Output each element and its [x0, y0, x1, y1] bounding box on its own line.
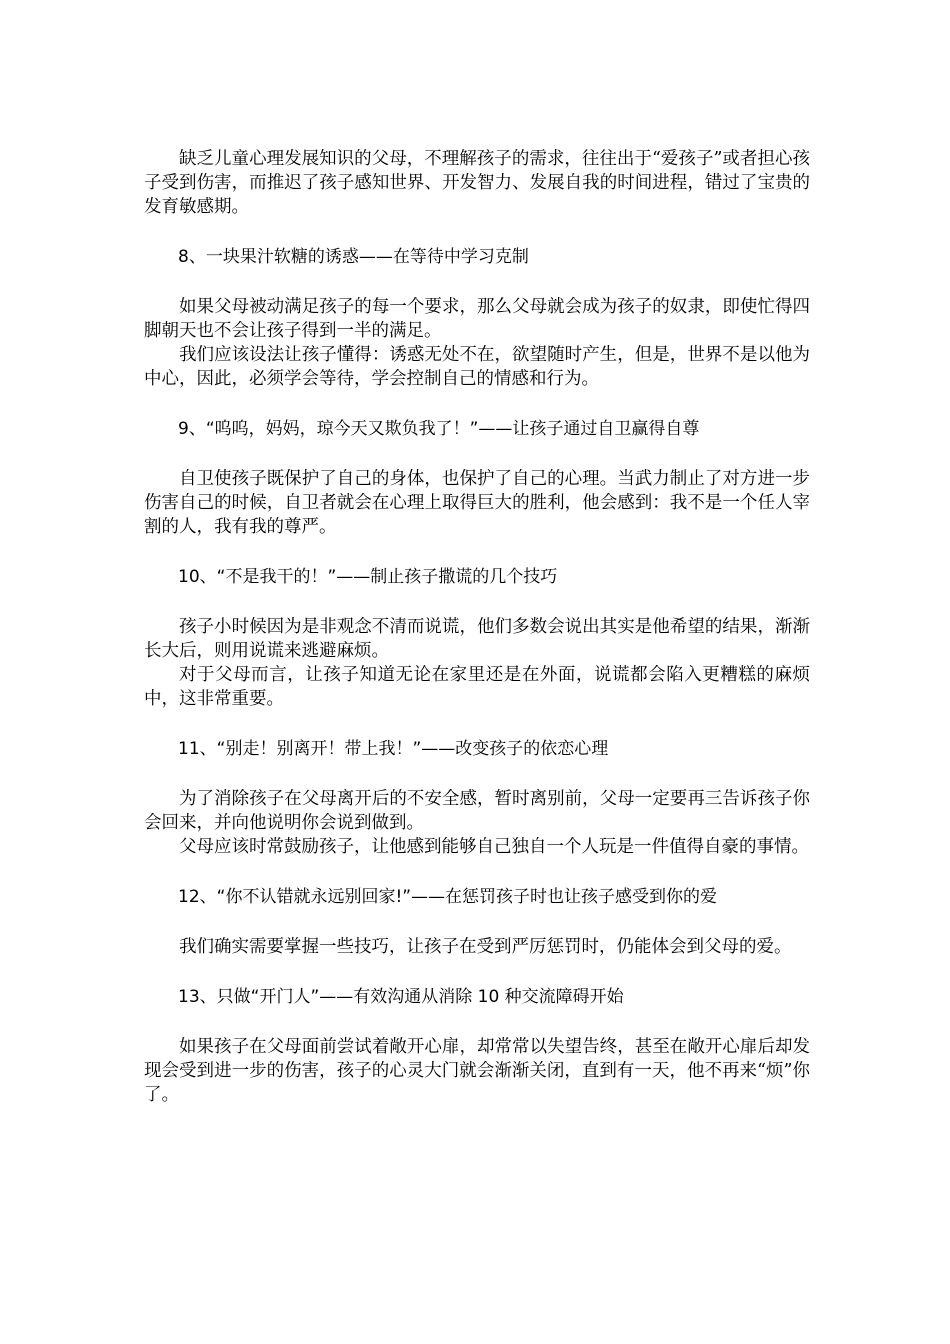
- section-13-paragraph-1: 如果孩子在父母面前尝试着敞开心扉，却常常以失望告终，甚至在敞开心扉后却发现会受到进一步的伤害，孩子的心灵大门就会渐渐关闭，直到有一天，他不再来“烦”你了。: [144, 1037, 810, 1105]
- document-body: [144, 147, 810, 1107]
- section-10-paragraph-1: 孩子小时候因为是非观念不清而说谎，他们多数会说出其实是他希望的结果，渐渐长大后，则用说谎来逃避麻烦。: [144, 617, 810, 661]
- section-heading-10: 10、“不是我干的！”——制止孩子撒谎的几个技巧: [178, 567, 558, 587]
- section-11-paragraph-1: 为了消除孩子在父母离开后的不安全感，暂时离别前，父母一定要再三告诉孩子你会回来，并向他说明你会说到做到。: [144, 789, 810, 833]
- section-10-paragraph-2: 对于父母而言，让孩子知道无论在家里还是在外面，说谎都会陷入更糟糕的麻烦中，这非常重要。: [144, 665, 810, 709]
- section-heading-12: 12、“你不认错就永远别回家!”——在惩罚孩子时也让孩子感受到你的爱: [178, 887, 718, 907]
- section-12-paragraph-1: 我们确实需要掌握一些技巧，让孩子在受到严厉惩罚时，仍能体会到父母的爱。: [179, 937, 792, 957]
- paragraph-intro: 缺乏儿童心理发展知识的父母，不理解孩子的需求，往往出于“爱孩子”或者担心孩子受到伤害，而推迟了孩子感知世界、开发智力、发展自我的时间进程，错过了宝贵的发育敏感期。: [144, 149, 810, 217]
- section-11-paragraph-2: 父母应该时常鼓励孩子，让他感到能够自己独自一个人玩是一件值得自豪的事情。: [179, 837, 809, 857]
- section-9-paragraph-1: 自卫使孩子既保护了自己的身体，也保护了自己的心理。当武力制止了对方进一步伤害自己的时候，自卫者就会在心理上取得巨大的胜利，他会感到：我不是一个任人宰割的人，我有我的尊严。: [144, 469, 810, 537]
- section-8-paragraph-2: 我们应该设法让孩子懂得：诱惑无处不在，欲望随时产生，但是，世界不是以他为中心，因此，必须学会等待，学会控制自己的情感和行为。: [144, 345, 810, 389]
- section-heading-13: 13、只做“开门人”——有效沟通从消除 10 种交流障碍开始: [178, 987, 624, 1007]
- section-heading-9: 9、“呜呜，妈妈，琼今天又欺负我了！”——让孩子通过自卫赢得自尊: [178, 419, 700, 439]
- section-heading-8: 8、一块果汁软糖的诱惑——在等待中学习克制: [178, 247, 529, 267]
- section-heading-11: 11、“别走！别离开！带上我！”——改变孩子的依恋心理: [178, 739, 609, 759]
- section-8-paragraph-1: 如果父母被动满足孩子的每一个要求，那么父母就会成为孩子的奴隶，即使忙得四脚朝天也不会让孩子得到一半的满足。: [144, 297, 810, 341]
